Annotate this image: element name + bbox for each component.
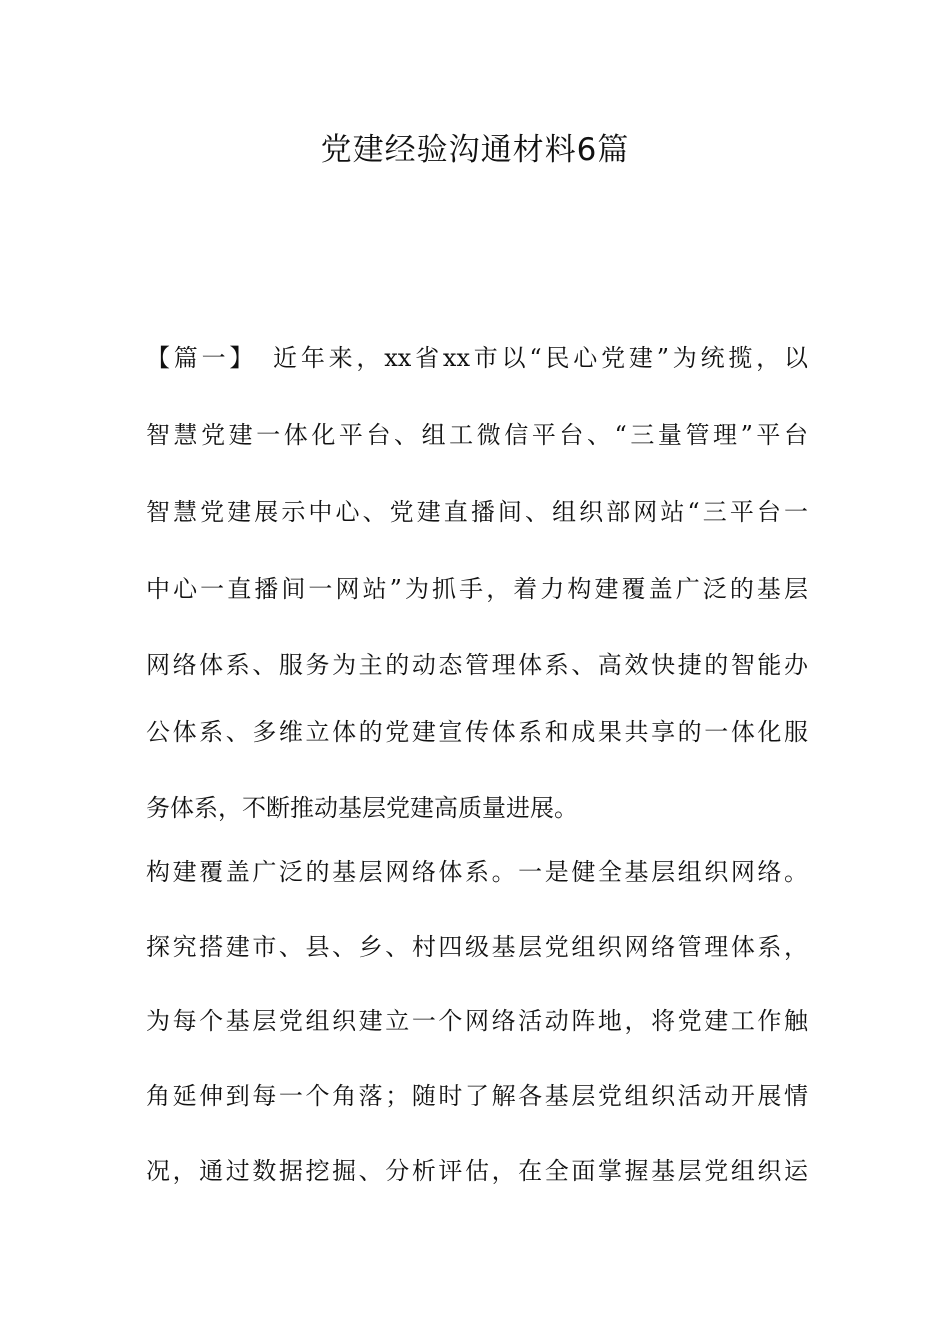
paragraph-line: 务体系，不断推动基层党建高质量进展。 — [146, 794, 578, 822]
paragraph-line: 探究搭建市、县、乡、村四级基层党组织网络管理体系， — [146, 933, 808, 961]
paragraph-line: 网络体系、服务为主的动态管理体系、高效快捷的智能办 — [146, 651, 808, 679]
document-title: 党建经验沟通材料6篇 — [320, 132, 630, 168]
paragraph-line: 为每个基层党组织建立一个网络活动阵地，将党建工作触 — [146, 1007, 808, 1035]
paragraph-line: 智慧党建展示中心、党建直播间、组织部网站“三平台一 — [146, 498, 808, 526]
paragraph-line: 智慧党建一体化平台、组工微信平台、“三量管理”平台 — [146, 421, 808, 449]
paragraph-line: 构建覆盖广泛的基层网络体系。一是健全基层组织网络。 — [146, 858, 808, 886]
paragraph-line: 【篇一】 近年来，xx省xx市以“民心党建”为统揽，以 — [146, 344, 808, 372]
paragraph-line: 公体系、多维立体的党建宣传体系和成果共享的一体化服 — [146, 718, 808, 746]
paragraph-line: 况，通过数据挖掘、分析评估，在全面掌握基层党组织运 — [146, 1157, 808, 1185]
paragraph-line: 角延伸到每一个角落；随时了解各基层党组织活动开展情 — [146, 1082, 808, 1110]
paragraph-line: 中心一直播间一网站”为抓手，着力构建覆盖广泛的基层 — [146, 575, 808, 603]
